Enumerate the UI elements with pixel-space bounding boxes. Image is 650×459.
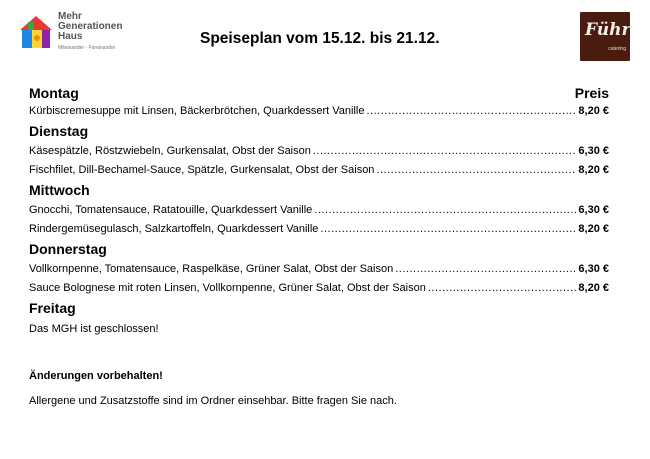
logo-tagline: Miteinander - Füreinander (58, 45, 116, 51)
mgh-logo (16, 10, 136, 54)
dish-name: Vollkornpenne, Tomatensauce, Raspelkäse, Grüner Salat, Obst der Saison (29, 263, 394, 275)
menu-item (29, 260, 609, 279)
dot-leader (395, 260, 576, 279)
allergens-notice: Allergene und Zusatzstoffe sind im Ordner einsehbar. Bitte fragen Sie nach. (29, 395, 397, 407)
menu-table (29, 84, 609, 339)
dish-price: 8,20 € (578, 164, 609, 176)
dish-name: Kürbiscremesuppe mit Linsen, Bäckerbrötchen, Quarkdessert Vanille (29, 105, 365, 117)
fuhr-catering-logo (580, 12, 630, 61)
brand-sub: catering (608, 46, 626, 52)
dish-price: 8,20 € (578, 282, 609, 294)
menu-item (29, 201, 609, 220)
closed-notice: Das MGH ist geschlossen! (29, 323, 159, 335)
changes-notice: Änderungen vorbehalten! (29, 370, 163, 382)
logo-line-2: Generationen (58, 21, 123, 32)
dish-name: Gnocchi, Tomatensauce, Ratatouille, Quarkdessert Vanille (29, 204, 313, 216)
dot-leader (320, 220, 576, 239)
menu-item (29, 279, 609, 298)
logo-line-1: Mehr (58, 11, 82, 22)
day-heading: Freitag (29, 300, 76, 316)
logo-line-3: Haus (58, 31, 83, 42)
day-heading: Dienstag (29, 123, 89, 139)
dish-price: 6,30 € (578, 204, 609, 216)
dish-price: 6,30 € (578, 145, 609, 157)
dot-leader (313, 142, 577, 161)
dish-name: Fischfilet, Dill-Bechamel-Sauce, Spätzle, Gurkensalat, Obst der Saison (29, 164, 375, 176)
dish-price: 8,20 € (578, 223, 609, 235)
dot-leader (376, 161, 576, 180)
day-heading: Donnerstag (29, 241, 107, 257)
dish-price: 8,20 € (578, 105, 609, 117)
menu-item (29, 220, 609, 239)
dish-name: Sauce Bolognese mit roten Linsen, Vollkornpenne, Grüner Salat, Obst der Saison (29, 282, 426, 294)
dot-leader (314, 201, 576, 220)
day-heading: Mittwoch (29, 182, 90, 198)
dot-leader (428, 279, 577, 298)
dish-name: Käsespätzle, Röstzwiebeln, Gurkensalat, Obst der Saison (29, 145, 311, 157)
dot-leader (366, 102, 576, 121)
dish-price: 6,30 € (578, 263, 609, 275)
menu-header (29, 84, 609, 102)
menu-item (29, 142, 609, 161)
dish-name: Rindergemüsegulasch, Salzkartoffeln, Quarkdessert Vanille (29, 223, 319, 235)
menu-item (29, 161, 609, 180)
brand-name: Führ (585, 20, 631, 40)
header-price: Preis (574, 85, 609, 101)
menu-item (29, 102, 609, 121)
page-title: Speiseplan vom 15.12. bis 21.12. (200, 30, 440, 47)
house-logo-icon (16, 12, 56, 52)
header-day: Montag (29, 85, 79, 101)
